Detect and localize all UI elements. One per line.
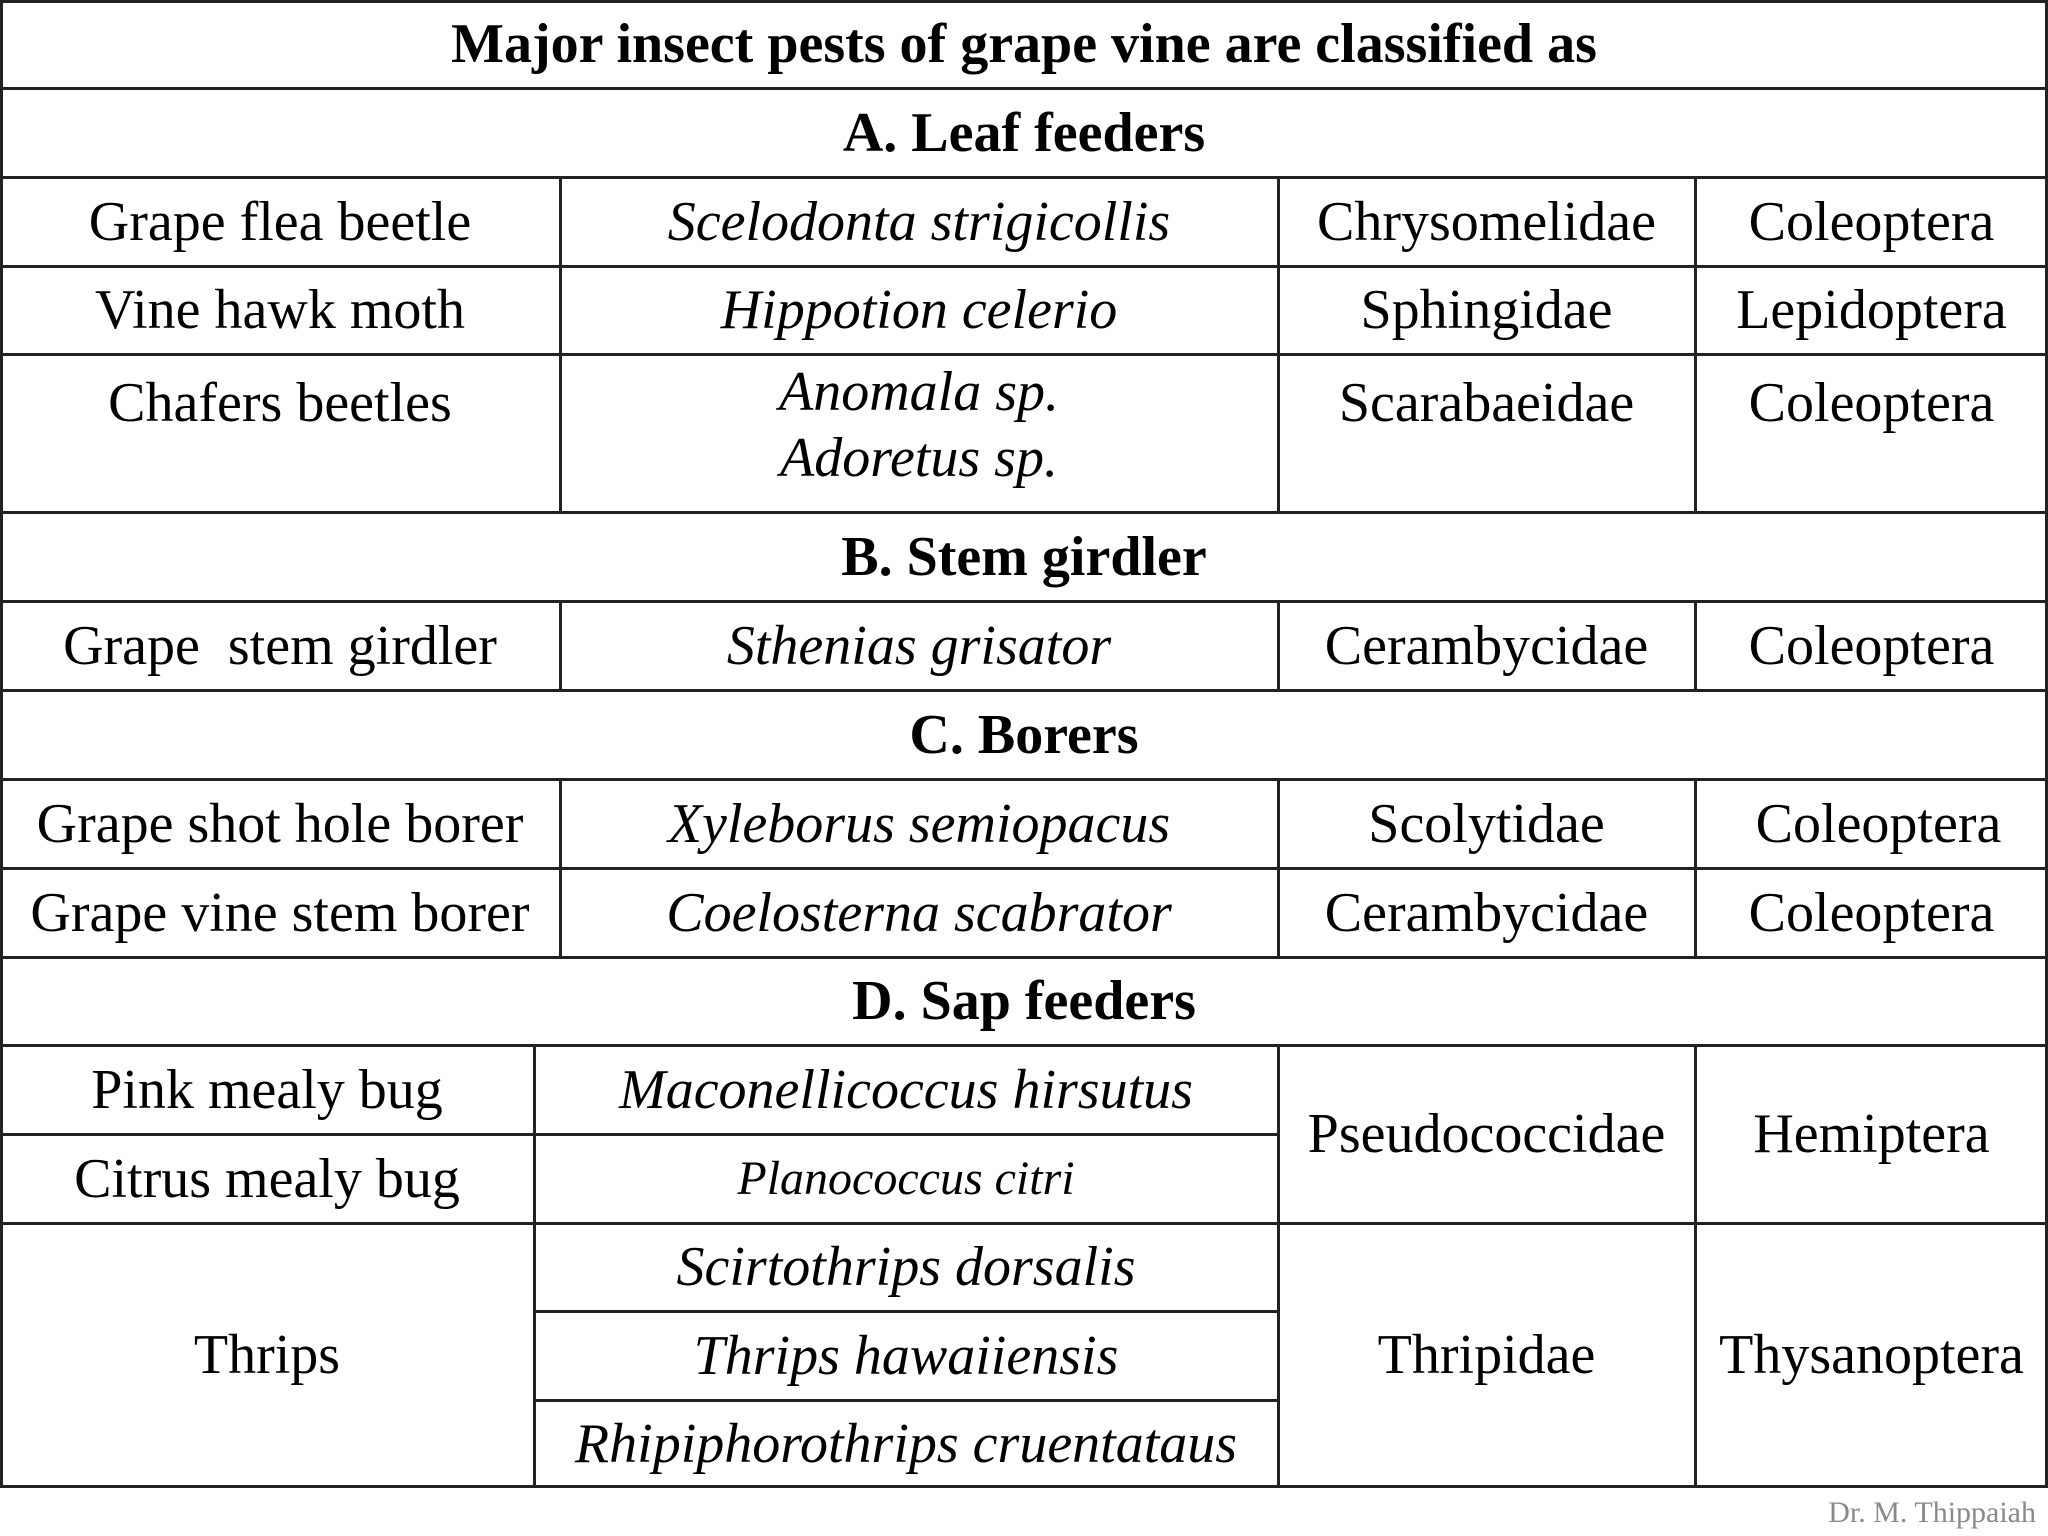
section-header-leaf-feeders: A. Leaf feeders	[842, 101, 1206, 164]
common-name-cell: Thrips	[193, 1323, 341, 1386]
order-cell: Hemiptera	[1753, 1103, 1990, 1165]
family-cell: Cerambycidae	[1324, 614, 1649, 677]
order-cell: Coleoptera	[1748, 881, 1995, 944]
section-header-stem-girdler: B. Stem girdler	[841, 525, 1207, 588]
order-cell: Coleoptera	[1748, 190, 1995, 253]
section-header-sap-feeders: D. Sap feeders	[852, 970, 1196, 1032]
section-header-borers: C. Borers	[909, 703, 1139, 766]
scientific-name-adoretus: Adoretus sp.	[780, 427, 1058, 489]
family-cell: Scarabaeidae	[1338, 372, 1635, 434]
scientific-name-cell: Xyleborus semiopacus	[667, 792, 1171, 855]
scientific-name-cell: Coelosterna scabrator	[666, 881, 1172, 944]
author-credit: Dr. M. Thippaiah	[1828, 1496, 2036, 1529]
scientific-name-cell: Sthenias grisator	[726, 614, 1112, 677]
scientific-name-cell: Thrips hawaiiensis	[693, 1325, 1119, 1387]
order-cell: Lepidoptera	[1736, 279, 2007, 341]
common-name-cell: Grape flea beetle	[88, 190, 472, 253]
scientific-name-cell: Hippotion celerio	[720, 279, 1118, 341]
scientific-name-cell: Maconellicoccus hirsutus	[619, 1058, 1193, 1121]
order-cell: Coleoptera	[1748, 614, 1995, 677]
order-cell: Coleoptera	[1748, 372, 1995, 434]
family-cell: Chrysomelidae	[1316, 190, 1657, 253]
scientific-name-cell: Scelodonta strigicollis	[667, 190, 1171, 253]
scientific-name-cell	[560, 359, 1278, 499]
order-cell: Coleoptera	[1755, 792, 2002, 855]
family-cell: Pseudococcidae	[1307, 1103, 1666, 1165]
scientific-name-cell: Rhipiphorothrips cruentataus	[574, 1412, 1238, 1475]
table-title: Major insect pests of grape vine are classified as	[451, 13, 1597, 75]
order-cell: Thysanoptera	[1719, 1323, 2024, 1386]
family-cell: Sphingidae	[1360, 279, 1613, 341]
scientific-name-cell: Planococcus citri	[737, 1151, 1075, 1205]
scientific-name-cell: Scirtothrips dorsalis	[676, 1236, 1136, 1298]
family-cell: Cerambycidae	[1324, 881, 1649, 944]
common-name-cell: Grape stem girdler	[63, 614, 497, 677]
common-name-cell: Grape vine stem borer	[30, 881, 530, 944]
family-cell: Thripidae	[1377, 1323, 1596, 1386]
family-cell: Scolytidae	[1368, 792, 1605, 855]
common-name-cell: Chafers beetles	[108, 372, 452, 434]
common-name-cell: Vine hawk moth	[95, 279, 465, 341]
common-name-cell: Pink mealy bug	[91, 1058, 443, 1121]
common-name-cell: Citrus mealy bug	[74, 1147, 460, 1210]
common-name-cell: Grape shot hole borer	[36, 792, 524, 855]
scientific-name-anomala: Anomala sp.	[779, 361, 1059, 423]
